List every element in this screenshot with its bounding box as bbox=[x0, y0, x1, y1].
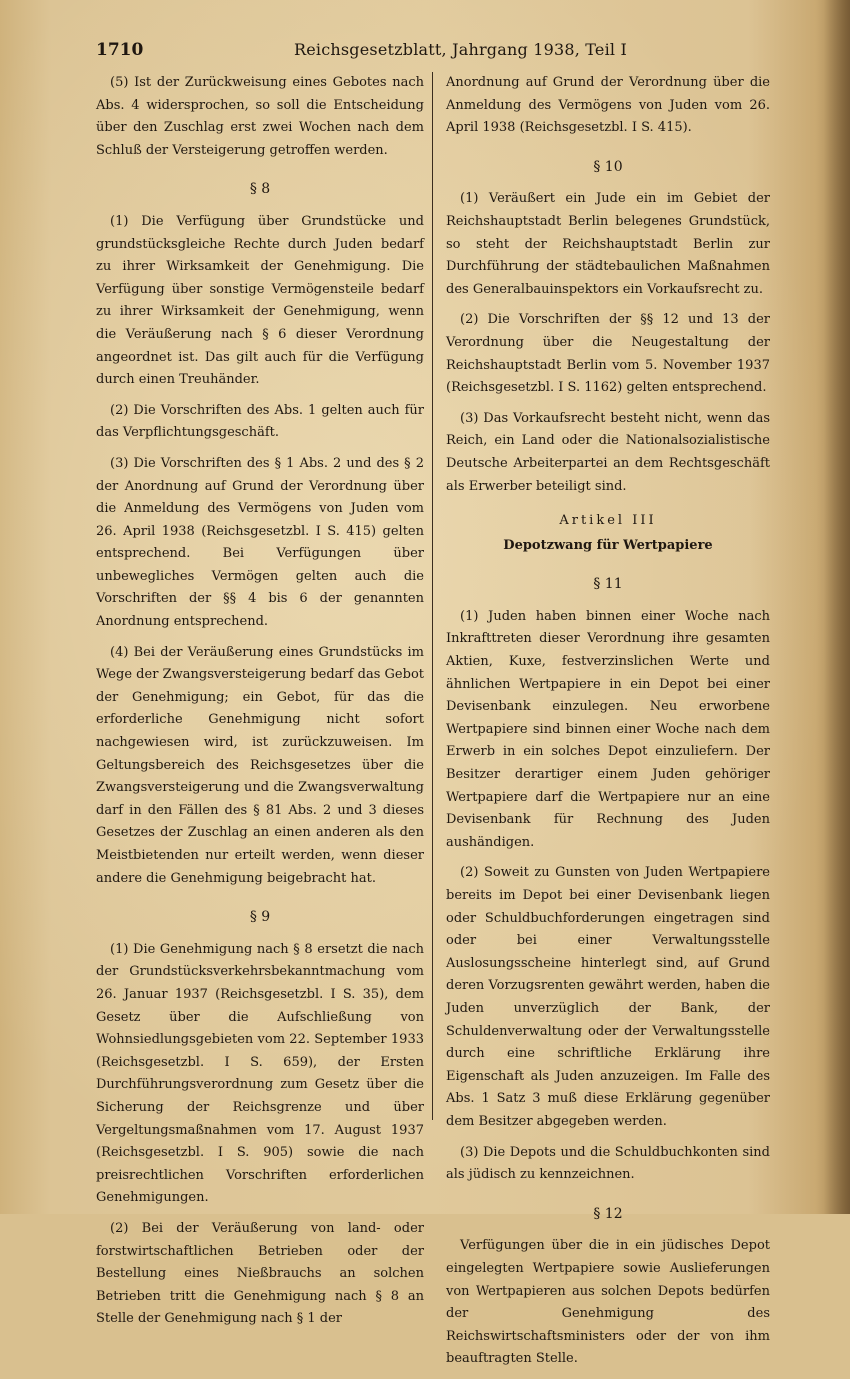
paragraph-s7-5: (5) Ist der Zurückweisung eines Gebotes nach Abs. 4 widersprochen, so soll die Entscheidung über den Zuschlag erst zwei Wochen nach dem Schluß der Versteigerung getroffen werden. bbox=[96, 75, 424, 158]
paragraph-s8-1: (1) Die Verfügung über Grundstücke und grundstücksgleiche Rechte durch Juden bedarf zu ihrer Wirksamkeit der Genehmigung. Die Verfügung über sonstige Vermögensteile bedarf zu ihrer Wirksamkeit der Genehmigung, wenn die Veräußerung nach § 6 dieser Verordnung angeordnet ist. Das gilt auch für die Verfügung durch einen Treuhänder. bbox=[96, 213, 424, 388]
article-heading: Artikel III bbox=[559, 513, 657, 529]
right-column bbox=[446, 72, 770, 1379]
running-title: Reichsgesetzblatt, Jahrgang 1938, Teil I bbox=[294, 40, 628, 59]
paragraph-s8-3: (3) Die Vorschriften des § 1 Abs. 2 und des § 2 der Anordnung auf Grund der Verordnung über die Anmeldung des Vermögens von Juden vom 26. April 1938 (Reichsgesetzbl. I S. 415) gelten entsprechend. Bei Verfügungen über unbewegliches Vermögen gelten auch die Vorschriften der §§ 4 bis 6 der genannten Anordnung entsprechend. bbox=[96, 455, 424, 630]
paragraph-s10-2: (2) Die Vorschriften der §§ 12 und 13 der Verordnung über die Neugestaltung der Reichshauptstadt Berlin vom 5. November 1937 (Reichsgesetzbl. I S. 1162) gelten entsprechend. bbox=[446, 312, 770, 396]
paragraph-s9-2: (2) Bei der Veräußerung von land- oder forstwirtschaftlichen Betrieben oder der Bestellung eines Nießbrauchs an solchen Betrieben tritt die Genehmigung nach § 8 an Stelle der Genehmigung nach § 1 der bbox=[96, 1220, 424, 1327]
paragraph-s9-1: (1) Die Genehmigung nach § 8 ersetzt die nach der Grundstücksverkehrsbekanntmachung vom 26. Januar 1937 (Reichsgesetzbl. I S. 35), dem Gesetz über die Aufschließung von Wohnsiedlungsgebieten vom 22. September 1933 (Reichsgesetzbl. I S. 659), der Ersten Durchführungsverordnung zum Gesetz über die Sicherung der Reichsgrenze und über Vergeltungsmaßnahmen vom 17. August 1937 (Reichsgesetzbl. I S. 905) sowie die nach preisrechtlichen Vorschriften erforderlichen Genehmigungen. bbox=[96, 941, 424, 1206]
paragraph-s8-4: (4) Bei der Veräußerung eines Grundstücks im Wege der Zwangsversteigerung bedarf das Gebot der Genehmigung; ein Gebot, für das die erforderliche Genehmigung nicht sofort nachgewiesen wird, ist zurückzuweisen. Im Geltungsbereich des Reichsgesetzes über die Zwangsversteigerung und die Zwangsverwaltung darf in den Fällen des § 81 Abs. 2 und 3 dieses Gesetzes der Zuschlag an einen anderen als den Meistbietenden nur erteilt werden, wenn dieser andere die Genehmigung beigebracht hat. bbox=[96, 644, 424, 886]
section-heading-12: § 12 bbox=[593, 1205, 623, 1222]
paragraph-s8-2: (2) Die Vorschriften des Abs. 1 gelten auch für das Verpflichtungsgeschäft. bbox=[96, 402, 424, 441]
section-heading-10: § 10 bbox=[593, 158, 623, 175]
paragraph-s12: Verfügungen über die in ein jüdisches Depot eingelegten Wertpapiere sowie Auslieferungen von Wertpapieren aus solchen Depots bedürfen der Genehmigung des Reichswirtschaftsministers oder der von ihm beauftragten Stelle. bbox=[446, 1238, 770, 1367]
column-divider bbox=[432, 72, 433, 1120]
page-header bbox=[96, 40, 790, 68]
article-title: Depotzwang für Wertpapiere bbox=[503, 537, 713, 553]
page-number: 1710 bbox=[96, 40, 144, 60]
paragraph-s10-3: (3) Das Vorkaufsrecht besteht nicht, wenn das Reich, ein Land oder die Nationalsozialistische Deutsche Arbeiterpartei an dem Rechtsgeschäft als Erwerber beteiligt sind. bbox=[446, 410, 770, 494]
paragraph-s11-2: (2) Soweit zu Gunsten von Juden Wertpapiere bereits im Depot bei einer Devisenbank liegen oder Schuldbuchforderungen eingetragen sind oder bei einer Verwaltungsstelle Auslosungsscheine hinterlegt sind, auf Grund deren Vorzugsrenten gewährt werden, haben die Juden unverzüglich der Bank, der Schuldenverwaltung oder der Verwaltungsstelle durch eine schriftliche Erklärung ihre Eigenschaft als Juden anzuzeigen. Im Falle des Abs. 1 Satz 3 muß diese Erklärung gegenüber dem Besitzer abgegeben werden. bbox=[446, 865, 770, 1129]
paragraph-s11-3: (3) Die Depots und die Schuldbuchkonten sind als jüdisch zu kennzeichnen. bbox=[446, 1144, 770, 1183]
paragraph-s11-1: (1) Juden haben binnen einer Woche nach Inkrafttreten dieser Verordnung ihre gesamten Aktien, Kuxe, festverzinslichen Werte und ähnlichen Wertpapiere in ein Depot bei einer Devisenbank einzulegen. Neu erworbene Wertpapiere sind binnen einer Woche nach dem Erwerb in ein solches Depot einzuliefern. Der Besitzer derartiger einem Juden gehöriger Wertpapiere darf die Wertpapiere nur an eine Devisenbank für Rechnung des Juden aushändigen. bbox=[446, 608, 770, 850]
section-heading-9: § 9 bbox=[249, 909, 271, 926]
book-spine-shadow bbox=[824, 0, 850, 1214]
left-column bbox=[96, 72, 424, 1339]
section-heading-11: § 11 bbox=[593, 576, 623, 593]
paragraph-continuation: Anordnung auf Grund der Verordnung über die Anmeldung des Vermögens von Juden vom 26. April 1938 (Reichsgesetzbl. I S. 415). bbox=[446, 75, 770, 136]
paragraph-s10-1: (1) Veräußert ein Jude ein im Gebiet der Reichshauptstadt Berlin belegenes Grundstück, so steht der Reichshauptstadt Berlin zur Durchführung der städtebaulichen Maßnahmen des Generalbauinspektors ein Vorkaufsrecht zu. bbox=[446, 191, 770, 297]
section-heading-8: § 8 bbox=[249, 181, 271, 198]
